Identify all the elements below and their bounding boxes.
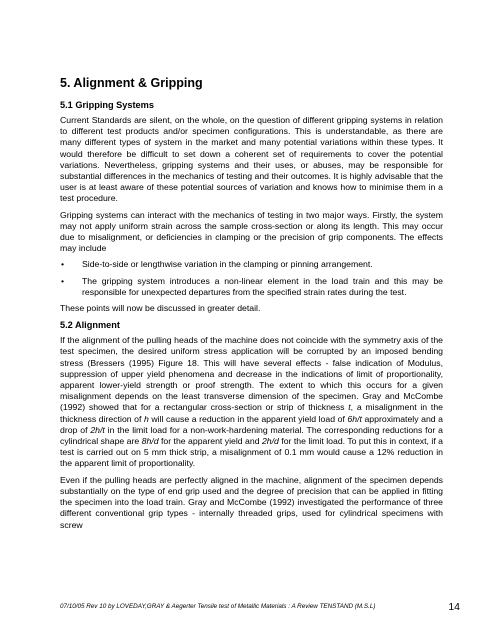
variable-h: h: [143, 413, 149, 424]
formula: 2h/d: [261, 436, 279, 447]
paragraph: Current Standards are silent, on the whole, on the question of different gripping systems in relation to different test products and/or specimen configurations. This is understandable, as there are many different types of system in the market and many potential variations within these types. It would therefore be difficult to set down a coherent set of requirements to cover the potential variations. Nevertheless, gripping systems and their uses, or abuses, may be responsible for substantial differences in the mechanics of testing and their outcomes. It is highly advisable that the user is at least aware of these potential sources of variation and knows how to minimise them in a test procedure.: [60, 115, 443, 204]
subsection-heading-gripping: 5.1 Gripping Systems: [60, 100, 154, 110]
section-heading: 5. Alignment & Gripping: [60, 76, 203, 90]
document-page: [60, 76, 443, 536]
subsection-heading-alignment: 5.2 Alignment: [60, 320, 120, 331]
bullet-list: [60, 259, 443, 298]
paragraph: These points will now be discussed in greater detail.: [60, 303, 261, 314]
bullet-icon: •: [61, 275, 65, 286]
formula: 2h/t: [90, 424, 105, 435]
paragraph: If the alignment of the pulling heads of the machine does not coincide with the symmetry axis of the test specimen, the desired uniform stress application will be corrupted by an imposed bending stress (Bressers (1995) Figure 18. This will have several effects - false indication of Modulus, suppression of upper yield phenomena and decrease in the indications of limit of proportionality, apparent lower-yield strength or proof strength. The extent to which this occurs for a given misalignment depends on the least transverse dimension of the specimen. Gray and McCombe (1992) showed that for a rectangular cross-section or strip of thickness t, a misalignment in the thickness direction of h will cause a reduction in the apparent yield load of 6h/t approximately and a drop of 2h/t in the limit load for a non-work-hardening material. The corresponding reductions for a cylindrical shape are 8h/d for the apparent yield and 2h/d for the limit load. To put this in context, if a test is carried out on 5 mm thick strip, a misalignment of 0.1 mm would cause a 12% reduction in the apparent limit of proportionality.: [60, 335, 443, 469]
formula: 6h/t: [347, 413, 362, 424]
variable-t: t: [348, 402, 351, 413]
list-item-text: The gripping system introduces a non-linear element in the load train and this may be responsible for unexpected departures from the specified strain rates during the test.: [82, 275, 443, 297]
paragraph: Even if the pulling heads are perfectly aligned in the machine, alignment of the specimen depends substantially on the type of end grip used and the degree of precision that can be applied in fitting the specimen into the load train. Gray and McCombe (1992) investigated the performance of three different conventional grip types - internally threaded grips, used for cylindrical specimens with screw: [60, 474, 443, 530]
list-item-text: Side-to-side or lengthwise variation in the clamping or pinning arrangement.: [82, 259, 373, 270]
page-number: 14: [448, 601, 460, 613]
formula: 8h/d: [141, 436, 159, 447]
list-item: [60, 276, 443, 298]
footer-text: 07/10/05 Rev 10 by LOVEDAY,GRAY & Aegerter Tensile test of Metallic Materials : A Review TENSTAND (M.S.L): [60, 603, 376, 610]
paragraph: Gripping systems can interact with the mechanics of testing in two major ways. Firstly, the system may not apply uniform strain across the sample cross-section or along its length. This may occur due to misalignment, or deficiencies in clamping or the precision of grip components. The effects may include: [60, 209, 443, 254]
bullet-icon: •: [61, 259, 65, 270]
list-item: [60, 259, 443, 270]
page-footer: [60, 601, 460, 615]
